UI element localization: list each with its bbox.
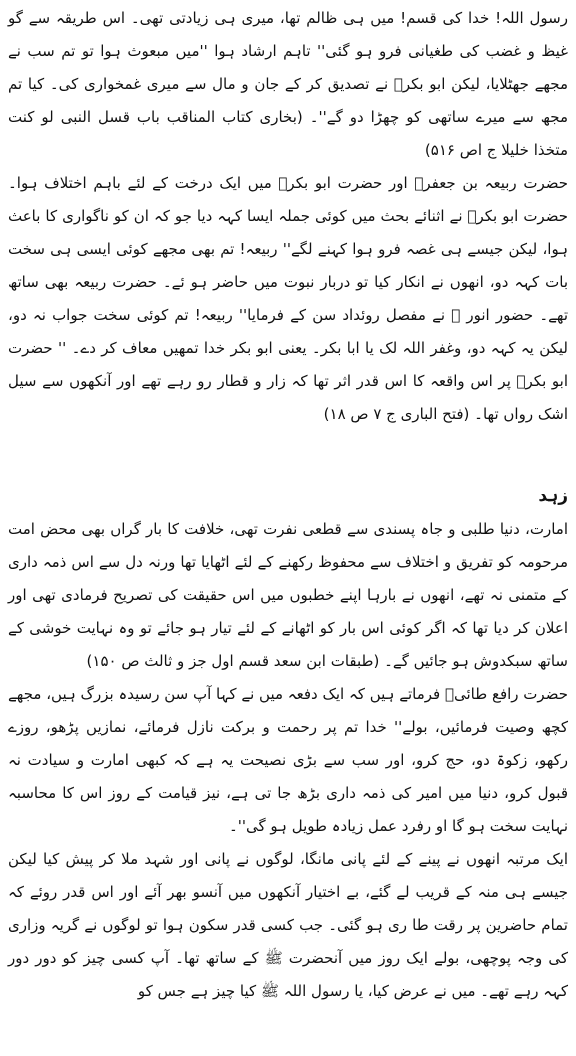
section-spacer [8, 431, 568, 481]
paragraph: ایک مرتبہ انھوں نے پینے کے لئے پانی مانگا، لوگوں نے پانی اور شہد ملا کر پیش کیا لیکن جیسے ہی منہ کے قریب لے گئے، بے اختیار آنکھوں میں آنسو بھر آئے اور اس قدر روئے کہ تمام حاضرین پر رقت طا ری ہو گئی۔ جب کسی قدر سکون ہوا تو لوگوں نے گریہ وزاری کی وجہ پوچھی، بولے ایک روز میں آنحضرت ﷺ کے ساتھ تھا۔ آپ کسی چیز کو دور دور کہہ رہے تھے۔ میں نے عرض کیا، یا رسول اللہ ﷺ کیا چیز ہے جس کو [8, 850, 568, 1000]
paragraph: حضرت رافع طائیؓ فرماتے ہیں کہ ایک دفعہ میں نے کہا آپ سن رسیدہ بزرگ ہیں، مجھے کچھ وصیت فرمائیں، بولے'' خدا تم پر رحمت و برکت نازل فرمائے، نمازیں پڑھو، روزے رکھو، زکوۃ دو، حج کرو، اور سب سے بڑی نصیحت یہ ہے کہ کبھی امارت و سیادت نہ قبول کرو، دنیا میں امیر کی ذمہ داری بڑھ جا تی ہے، نیز قیامت کے روز اس کا محاسبہ نہایت سخت ہو گا او رفرد عمل زیادہ طویل ہو گی''۔ [8, 685, 568, 835]
paragraph: رسول اللہ! خدا کی قسم! میں ہی ظالم تھا، میری ہی زیادتی تھی۔ اس طریقہ سے گو غیظ و غضب کی طغیانی فرو ہو گئی'' تاہم ارشاد ہوا ''میں مبعوث ہوا تو تم سب نے مجھے جھٹلایا، لیکن ابو بکرؓ نے تصدیق کر کے جان و مال سے میری غمخواری کی۔ کیا تم مجھ سے میرے ساتھی کو چھڑا دو گے''۔ (بخاری کتاب المناقب باب قسل النبی لو کنت متخذا خلیلا ج اص ۵۱۶) [8, 9, 568, 159]
section-heading: زہد [538, 486, 568, 506]
paragraph: حضرت ربیعہ بن جعفرؓ اور حضرت ابو بکرؓ میں ایک درخت کے لئے باہم اختلاف ہوا۔ حضرت ابو بکرؓ نے اثنائے بحث میں کوئی جملہ ایسا کہہ دیا جو کہ ان کو ناگواری کا باعث ہوا، لیکن جیسے ہی غصہ فرو ہوا کہنے لگے'' ربیعہ! تم بھی مجھے کوئی ایسی ہی سخت بات کہہ دو، انھوں نے انکار کیا تو دربار نبوت میں حاضر ہو ئے۔ حضرت ربیعہ بھی ساتھ تھے۔ حضور انور ﷺ نے مفصل روئداد سن کے فرمایا'' ربیعہ! تم کوئی سخت جواب نہ دو، لیکن یہ کہہ دو، وغفر اللہ لک یا ابا بکر۔ یعنی ابو بکر خدا تمھیں معاف کر دے۔ '' حضرت ابو بکرؓ پر اس واقعہ کا اس قدر اثر تھا کہ زار و قطار رو رہے تھے اور آنکھوں سے سیل اشک رواں تھا۔ (فتح الباری ج ۷ ص ۱۸) [8, 174, 568, 423]
paragraph: امارت، دنیا طلبی و جاہ پسندی سے قطعی نفرت تھی، خلافت کا بار گراں بھی محض امت مرحومہ کو تفریق و اختلاف سے محفوظ رکھنے کے لئے اٹھایا تھا ورنہ دل سے اس ذمہ داری کے متمنی نہ تھے، انھوں نے بارہا اپنے خطبوں میں اس حقیقت کی تصریح فرمادی تھی اور اعلان کر دیا تھا کہ اگر کوئی اس بار کو اٹھانے کے لئے تیار ہو جائے تو وہ نہایت خوشی کے ساتھ سبکدوش ہو جائیں گے۔ (طبقات ابن سعد قسم اول جز و ثالث ص ۱۵۰) [8, 520, 568, 670]
